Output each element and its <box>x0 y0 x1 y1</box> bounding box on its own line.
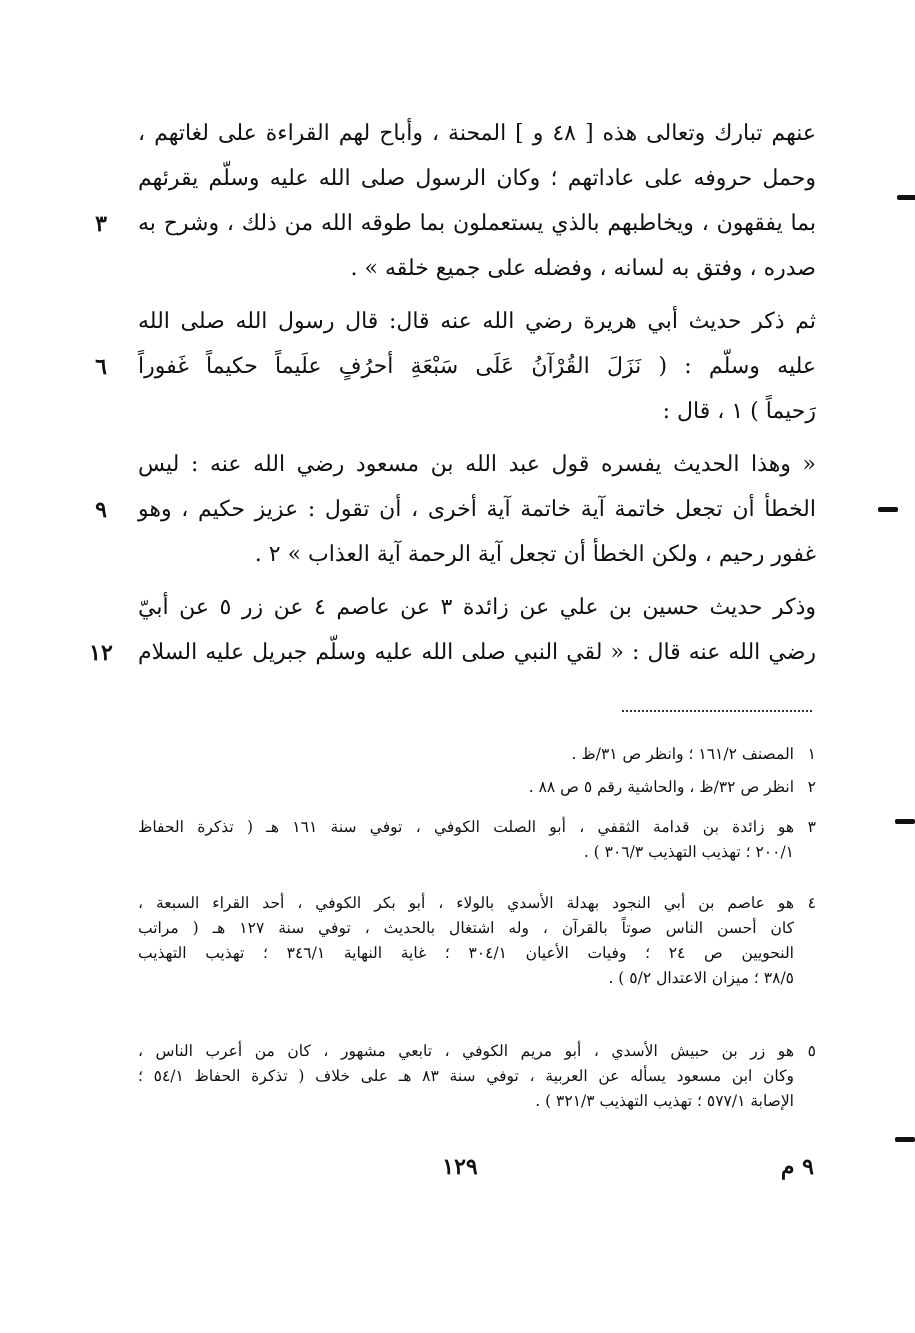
line-number: ٦ <box>95 354 107 380</box>
footnote-number: ٤ <box>807 894 816 912</box>
footnote-separator <box>622 710 812 712</box>
body-line: بما يفقهون ، ويخاطبهم بالذي يستعملون بما طوقه الله من ذلك ، وشرح به <box>138 211 816 236</box>
margin-mark <box>897 195 915 200</box>
margin-mark <box>878 507 898 512</box>
footnote-number: ٢ <box>807 778 816 796</box>
body-line: رَحيماً ) ١ ، قال : <box>662 399 816 424</box>
margin-mark <box>895 819 915 824</box>
footnote-1 <box>138 742 816 767</box>
footnote-line: وكان ابن مسعود يسأله عن العربية ، توفي سنة ٨٣ هـ على خلاف ( تذكرة الحفاظ ٥٤/١ ؛ <box>138 1067 794 1085</box>
body-line: عنهم تبارك وتعالى هذه [ ٤٨ و ] المحنة ، وأباح لهم القراءة على لغاتهم ، <box>138 121 816 146</box>
body-line: وذكر حديث حسين بن علي عن زائدة ٣ عن عاصم ٤ عن زر ٥ عن أبيّ <box>138 595 816 620</box>
footnote-line: ١المصنف ١٦١/٢ ؛ وانظر ص ٣١/ظ . <box>138 742 816 767</box>
footnote-number: ٥ <box>807 1042 816 1060</box>
footnote-line: النحويين ص ٢٤ ؛ وفيات الأعيان ٣٠٤/١ ؛ غاية النهاية ٣٤٦/١ ؛ تهذيب التهذيب <box>138 944 794 962</box>
body-line: رضي الله عنه قال : « لقي النبي صلى الله عليه وسلّم جبريل عليه السلام <box>138 640 816 665</box>
footnote-number: ٣ <box>807 818 816 836</box>
footnote-line: ٣هو زائدة بن قدامة الثقفي ، أبو الصلت الكوفي ، توفي سنة ١٦١ هـ ( تذكرة الحفاظ <box>138 815 816 840</box>
body-line: الخطأ أن تجعل خاتمة آية خاتمة آية أخرى ، أن تقول : عزيز حكيم ، وهو <box>138 497 817 522</box>
footnote-3 <box>138 815 816 865</box>
footnote-line: ٤هو عاصم بن أبي النجود بهدلة الأسدي بالولاء ، أبو بكر الكوفي ، أحد القراء السبعة ، <box>138 891 816 916</box>
footnote-2 <box>138 775 816 800</box>
footnote-line: الإصابة ٥٧٧/١ ؛ تهذيب التهذيب ٣٢١/٣ ) . <box>535 1092 794 1110</box>
body-line: عليه وسلّم : ( نَزَلَ القُرْآنُ عَلَى سَبْعَةِ أحرُفٍ علَيماً حكيماً غَفوراً <box>138 354 816 379</box>
footnote-number: ١ <box>807 745 816 763</box>
line-number: ٣ <box>95 211 107 237</box>
footnote-line: ٢انظر ص ٣٢/ظ ، والحاشية رقم ٥ ص ٨٨ . <box>138 775 816 800</box>
body-line: وحمل حروفه على عاداتهم ؛ وكان الرسول صلى الله عليه وسلّم يقرئهم <box>138 166 816 191</box>
body-line: غفور رحيم ، ولكن الخطأ أن تجعل آية الرحمة آية العذاب » ٢ . <box>254 542 816 567</box>
line-number: ٩ <box>95 497 107 523</box>
footnote-5 <box>138 1039 816 1114</box>
footnote-line: ٢٠٠/١ ؛ تهذيب التهذيب ٣٠٦/٣ ) . <box>583 843 794 861</box>
body-line: « وهذا الحديث يفسره قول عبد الله بن مسعود رضي الله عنه : ليس <box>138 452 816 477</box>
page-number: ١٢٩ <box>442 1154 478 1180</box>
line-number: ١٢ <box>89 640 113 666</box>
body-line: صدره ، وفتق به لسانه ، وفضله على جميع خلقه » . <box>350 256 816 281</box>
body-line: ثم ذكر حديث أبي هريرة رضي الله عنه قال: قال رسول الله صلى الله <box>138 309 816 334</box>
footnote-4 <box>138 891 816 991</box>
margin-mark <box>895 1137 915 1142</box>
footnote-line: كان أحسن الناس صوتاً بالقرآن ، وله اشتغال بالحديث ، توفي سنة ١٢٧ هـ ( مراتب <box>138 919 794 937</box>
footnote-line: ٥هو زر بن حبيش الأسدي ، أبو مريم الكوفي ، تابعي مشهور ، كان من أعرب الناس ، <box>138 1039 816 1064</box>
footnote-line: ٣٨/٥ ؛ ميزان الاعتدال ٥/٢ ) . <box>608 969 794 987</box>
signature-mark: ٩ م <box>780 1154 814 1180</box>
